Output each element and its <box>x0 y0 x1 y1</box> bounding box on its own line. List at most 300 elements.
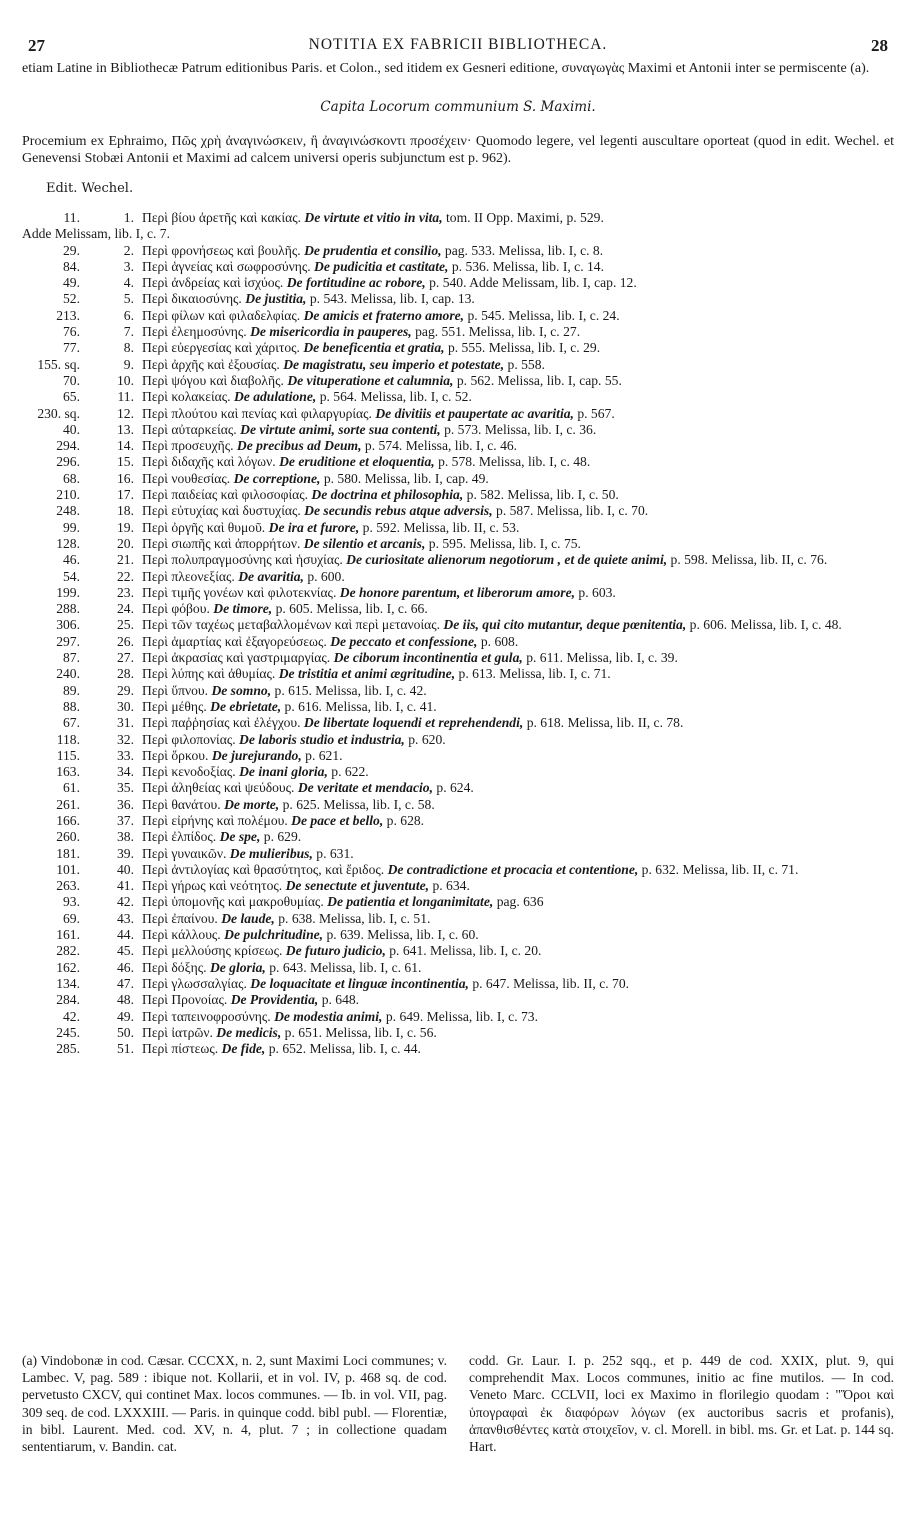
chapter-number: 32. <box>117 731 134 747</box>
chapter-text <box>142 454 894 470</box>
greek-title: Περὶ προσευχῆς. <box>142 438 234 454</box>
chapter-text <box>142 699 894 715</box>
wechel-reference: 11. <box>63 210 80 225</box>
chapter-entry <box>22 569 894 585</box>
latin-title: De justitia, <box>245 291 307 307</box>
latin-title: De honore parentum, et liberorum amore, <box>339 584 576 600</box>
wechel-reference: 65. <box>63 389 80 405</box>
latin-title: De magistratu, seu imperio et potestate, <box>283 356 505 372</box>
chapter-text <box>142 1041 894 1057</box>
page-reference: p. 611. Melissa, lib. I, c. 39. <box>526 650 678 666</box>
chapter-number: 28. <box>117 666 134 682</box>
chapter-entry <box>22 487 894 503</box>
greek-title: Περὶ σιωπῆς καὶ ἀπορρήτων. <box>142 535 301 551</box>
chapter-number: 10. <box>117 372 134 388</box>
chapter-number: 33. <box>117 747 134 763</box>
greek-title: Περὶ λύπης καὶ ἀθυμίας. <box>142 666 276 682</box>
latin-title: De adulatione, <box>233 389 317 405</box>
chapter-continuation: Adde Melissam, lib. I, c. 7. <box>22 226 170 242</box>
greek-title: Περὶ νουθεσίας. <box>142 470 231 486</box>
chapter-list <box>22 210 894 1057</box>
running-title: NOTITIA EX FABRICII BIBLIOTHECA. <box>308 36 608 53</box>
greek-title: Περὶ βίου ἀρετῆς καὶ κακίας. <box>142 210 302 225</box>
chapter-entry <box>22 699 894 715</box>
latin-title: De ira et furore, <box>268 519 360 535</box>
latin-title: De secundis rebus atque adversis, <box>304 503 493 519</box>
chapter-entry <box>22 617 894 633</box>
wechel-reference: 52. <box>63 291 80 307</box>
latin-title: De vituperatione et calumnia, <box>287 372 454 388</box>
chapter-entry <box>22 1009 894 1025</box>
page-reference: p. 649. Melissa, lib. I, c. 73. <box>385 1008 539 1024</box>
page-reference: p. 613. Melissa, lib. I, c. 71. <box>458 666 611 682</box>
wechel-reference: 70. <box>63 372 80 388</box>
chapter-entry <box>22 324 894 340</box>
chapter-text <box>142 291 894 307</box>
chapter-entry <box>22 552 894 568</box>
greek-title: Περὶ ἀντιλογίας καὶ θρασύτητος, καὶ ἔριδος. <box>142 861 385 877</box>
greek-title: Περὶ ἐλεημοσύνης. <box>142 324 247 340</box>
greek-title: Περὶ πλεονεξίας. <box>142 568 235 584</box>
latin-title: De silentio et arcanis, <box>303 535 426 551</box>
chapter-text <box>142 846 894 862</box>
page-reference: p. 647. Melissa, lib. II, c. 70. <box>472 975 630 991</box>
greek-title: Περὶ φιλοπονίας. <box>142 731 236 747</box>
chapter-number: 49. <box>117 1008 134 1024</box>
greek-title: Περὶ εὐτυχίας καὶ δυστυχίας. <box>142 503 301 519</box>
wechel-reference: 213. <box>56 307 80 323</box>
greek-title: Περὶ θανάτου. <box>142 796 221 812</box>
greek-title: Περὶ δόξης. <box>142 959 207 975</box>
page-reference: p. 595. Melissa, lib. I, c. 75. <box>428 535 581 551</box>
chapter-text <box>142 552 894 568</box>
chapter-text <box>142 259 894 275</box>
chapter-number: 30. <box>117 698 134 714</box>
page-reference: p. 564. Melissa, lib. I, c. 52. <box>319 389 472 405</box>
running-head <box>22 36 894 62</box>
wechel-reference: 260. <box>56 829 80 845</box>
chapter-text <box>142 243 894 259</box>
wechel-reference: 54. <box>63 568 80 584</box>
chapter-number: 50. <box>117 1024 134 1040</box>
chapter-number: 24. <box>117 601 134 617</box>
chapter-text <box>142 1009 894 1025</box>
chapter-number: 8. <box>123 340 134 356</box>
chapter-entry <box>22 585 894 601</box>
wechel-reference: 163. <box>56 764 80 780</box>
page-reference: p. 648. <box>321 992 360 1008</box>
wechel-reference: 297. <box>56 633 80 649</box>
page-reference: tom. II Opp. Maximi, p. 529. <box>446 210 604 225</box>
greek-title: Περὶ ὕπνου. <box>142 682 209 698</box>
chapter-text <box>142 503 894 519</box>
latin-title: De patientia et longanimitate, <box>327 894 494 910</box>
wechel-reference: 61. <box>63 780 80 796</box>
page-reference: p. 608. <box>480 633 519 649</box>
latin-title: De somno, <box>211 682 272 698</box>
page-reference: p. 643. Melissa, lib. I, c. 61. <box>269 959 422 975</box>
chapter-entry <box>22 422 894 438</box>
latin-title: De modestia animi, <box>274 1008 383 1024</box>
latin-title: De amicis et fraterno amore, <box>303 307 465 323</box>
chapter-text <box>142 373 894 389</box>
page-reference: p. 573. Melissa, lib. I, c. 36. <box>444 421 597 437</box>
chapter-entry <box>22 650 894 666</box>
wechel-reference: 282. <box>56 943 80 959</box>
chapter-entry <box>22 813 894 829</box>
chapter-entry <box>22 1041 894 1057</box>
wechel-reference: 99. <box>63 519 80 535</box>
latin-title: De fide, <box>221 1041 266 1057</box>
greek-title: Περὶ κάλλους. <box>142 927 221 943</box>
latin-title: De futuro judicio, <box>285 943 386 959</box>
chapter-entry <box>22 308 894 324</box>
wechel-reference: 29. <box>63 242 80 258</box>
page-reference: p. 545. Melissa, lib. I, c. 24. <box>467 307 620 323</box>
greek-title: Περὶ πίστεως. <box>142 1041 219 1057</box>
page-number-right: 28 <box>871 36 888 55</box>
page-reference: p. 540. Adde Melissam, lib. I, cap. 12. <box>429 275 637 291</box>
chapter-text <box>142 422 894 438</box>
wechel-reference: 161. <box>56 927 80 943</box>
page-reference: p. 628. <box>386 812 425 828</box>
greek-title: Περὶ παιδείας καὶ φιλοσοφίας. <box>142 487 309 503</box>
chapter-entry <box>22 438 894 454</box>
wechel-reference: 261. <box>56 796 80 812</box>
chapter-number: 31. <box>117 715 134 731</box>
wechel-reference: 89. <box>63 682 80 698</box>
chapter-text <box>142 878 894 894</box>
chapter-number: 35. <box>117 780 134 796</box>
latin-title: De tristitia et animi ægritudine, <box>278 666 456 682</box>
wechel-reference: 284. <box>56 992 80 1008</box>
wechel-reference: 155. sq. <box>37 356 80 372</box>
wechel-reference: 294. <box>56 438 80 454</box>
chapter-text <box>142 992 894 1008</box>
latin-title: De mulieribus, <box>229 845 313 861</box>
latin-title: De Providentia, <box>230 992 319 1008</box>
latin-title: De morte, <box>224 796 280 812</box>
latin-title: De ebrietate, <box>210 698 282 714</box>
chapter-entry <box>22 797 894 813</box>
chapter-number: 16. <box>117 470 134 486</box>
latin-title: De avaritia, <box>238 568 304 584</box>
chapter-entry <box>22 976 894 992</box>
chapter-number: 41. <box>117 878 134 894</box>
chapter-text <box>142 911 894 927</box>
page-reference: p. 558. <box>507 356 545 372</box>
page-reference: pag. 636 <box>496 894 544 910</box>
page-reference: p. 543. Melissa, lib. I, cap. 13. <box>309 291 475 307</box>
greek-title: Περὶ ἐπαίνου. <box>142 910 218 926</box>
chapter-number: 48. <box>117 992 134 1008</box>
page-reference: p. 606. Melissa, lib. I, c. 48. <box>689 617 842 633</box>
page-reference: p. 621. <box>305 747 343 763</box>
chapter-text <box>142 650 894 666</box>
chapter-number: 14. <box>117 438 134 454</box>
wechel-reference: 248. <box>56 503 80 519</box>
page-reference: p. 603. <box>578 584 616 600</box>
page-reference: p. 562. Melissa, lib. I, cap. 55. <box>456 372 622 388</box>
chapter-entry <box>22 960 894 976</box>
chapter-number: 46. <box>117 959 134 975</box>
page-reference: p. 555. Melissa, lib. I, c. 29. <box>447 340 601 356</box>
page-reference: pag. 533. Melissa, lib. I, c. 8. <box>444 242 604 258</box>
wechel-reference: 40. <box>63 421 80 437</box>
latin-title: De beneficentia et gratia, <box>303 340 445 356</box>
chapter-entry <box>22 992 894 1008</box>
chapter-entry <box>22 780 894 796</box>
greek-title: Περὶ εἰρήνης καὶ πολέμου. <box>142 812 288 828</box>
latin-title: De veritate et mendacio, <box>297 780 433 796</box>
chapter-text <box>142 438 894 454</box>
latin-title: De misericordia in pauperes, <box>250 324 412 340</box>
chapter-number: 5. <box>123 291 134 307</box>
wechel-reference: 77. <box>63 340 80 356</box>
wechel-reference: 93. <box>63 894 80 910</box>
greek-title: Περὶ μελλούσης κρίσεως. <box>142 943 283 959</box>
greek-title: Περὶ πλούτου καὶ πενίας καὶ φιλαργυρίας. <box>142 405 372 421</box>
latin-title: De medicis, <box>216 1024 282 1040</box>
page-reference: p. 622. <box>331 764 369 780</box>
wechel-reference: 285. <box>56 1041 80 1057</box>
greek-title: Περὶ ἀληθείας καὶ ψεύδους. <box>142 780 295 796</box>
chapter-entry <box>22 1025 894 1041</box>
chapter-text <box>142 487 894 503</box>
wechel-reference: 162. <box>56 959 80 975</box>
page-number-left: 27 <box>28 36 45 55</box>
latin-title: De curiositate alienorum negotiorum , et de quiete animi, <box>346 552 668 568</box>
greek-title: Περὶ αὐταρκείας. <box>142 421 237 437</box>
chapter-entry <box>22 340 894 356</box>
latin-title: De pace et bello, <box>291 812 384 828</box>
wechel-reference: 76. <box>63 324 80 340</box>
chapter-text <box>142 666 894 682</box>
latin-title: De spe, <box>219 829 261 845</box>
chapter-text <box>142 617 894 633</box>
page-reference: p. 616. Melissa, lib. I, c. 41. <box>284 698 437 714</box>
chapter-number: 29. <box>117 682 134 698</box>
page-reference: pag. 551. Melissa, lib. I, c. 27. <box>415 324 581 340</box>
chapter-text <box>142 357 894 373</box>
chapter-entry <box>22 243 894 259</box>
prooemium-paragraph: Procemium ex Ephraimo, Πῶς χρὴ ἀναγινώσκειν, ἢ ἀναγινώσκοντι προσέχειν· Quomodo legere, vel legenti auscultare oporteat (quod in edit. Wechel. et Genevensi Stobæi Antonii et Maximi ad calcem universi operis subjunctum est p. 962). <box>22 134 894 166</box>
greek-title: Περὶ πολυπραγμοσύνης καὶ ἡσυχίας. <box>142 552 343 568</box>
greek-title: Περὶ γήρως καὶ νεότητος. <box>142 878 283 894</box>
page-reference: p. 624. <box>436 780 474 796</box>
chapter-entry <box>22 634 894 650</box>
latin-title: De eruditione et eloquentia, <box>279 454 435 470</box>
latin-title: De gloria, <box>209 959 266 975</box>
chapter-entry <box>22 732 894 748</box>
greek-title: Περὶ ἐλπίδος. <box>142 829 217 845</box>
latin-title: De inani gloria, <box>239 764 328 780</box>
chapter-number: 13. <box>117 421 134 437</box>
chapter-number: 39. <box>117 845 134 861</box>
wechel-reference: 84. <box>63 258 80 274</box>
footnote-left: (a) Vindobonæ in cod. Cæsar. CCCXX, n. 2, sunt Maximi Loci communes; v. Lambec. V, pag. 589 : ibique not. Kollarii, et in vol. IV, p. 468 sq. de cod. pervetusto CXCV, qui continet Max. locos communes. — Ib. in vol. VII, pag. 309 seq. de cod. LXXXIII. — Paris. in quinque codd. bibl publ. — Florentiæ, in bibl. Laurent. Med. cod. XV, n. 4, plut. 7 ; in collectione quadam sententiarum, v. Bandin. cat. <box>22 1353 447 1455</box>
chapter-entry <box>22 764 894 780</box>
chapter-number: 15. <box>117 454 134 470</box>
section-caption: Capita Locorum communium S. Maximi. <box>320 99 596 115</box>
chapter-entry <box>22 715 894 731</box>
chapter-entry <box>22 406 894 422</box>
greek-title: Περὶ Προνοίας. <box>142 992 228 1008</box>
wechel-reference: 115. <box>56 747 80 763</box>
greek-title: Περὶ φρονήσεως καὶ βουλῆς. <box>142 242 301 258</box>
greek-title: Περὶ τιμῆς γονέων καὶ φιλοτεκνίας. <box>142 584 337 600</box>
chapter-number: 37. <box>117 812 134 828</box>
chapter-number: 9. <box>123 356 134 372</box>
chapter-entry <box>22 829 894 845</box>
chapter-number: 44. <box>117 927 134 943</box>
chapter-text <box>142 943 894 959</box>
chapter-entry <box>22 503 894 519</box>
page-reference: p. 639. Melissa, lib. I, c. 60. <box>326 927 479 943</box>
chapter-text <box>142 894 894 910</box>
chapter-entry <box>22 291 894 307</box>
wechel-reference: 210. <box>56 487 80 503</box>
edition-label: Edit. Wechel. <box>46 181 134 196</box>
chapter-text <box>142 797 894 813</box>
chapter-text <box>142 748 894 764</box>
greek-title: Περὶ παῤῥησίας καὶ ἐλέγχου. <box>142 715 301 731</box>
chapter-number: 25. <box>117 617 134 633</box>
page-reference: p. 605. Melissa, lib. I, c. 66. <box>275 601 428 617</box>
chapter-text <box>142 601 894 617</box>
latin-title: De pudicitia et castitate, <box>314 258 449 274</box>
wechel-reference: 230. sq. <box>37 405 80 421</box>
page-reference: p. 598. Melissa, lib. II, c. 76. <box>670 552 828 568</box>
chapter-entry <box>22 210 894 226</box>
latin-title: De iis, qui cito mutantur, deque pœnitentia, <box>443 617 687 633</box>
wechel-reference: 296. <box>56 454 80 470</box>
page-reference: p. 632. Melissa, lib. II, c. 71. <box>641 861 799 877</box>
chapter-entry <box>22 666 894 682</box>
chapter-number: 18. <box>117 503 134 519</box>
chapter-number: 40. <box>117 861 134 877</box>
chapter-number: 47. <box>117 975 134 991</box>
chapter-text <box>142 813 894 829</box>
chapter-text <box>142 829 894 845</box>
chapter-text <box>142 732 894 748</box>
chapter-entry <box>22 373 894 389</box>
latin-title: De laboris studio et industria, <box>239 731 405 747</box>
greek-title: Περὶ ἁγνείας καὶ σωφροσύνης. <box>142 258 311 274</box>
latin-title: De virtute animi, sorte sua contenti, <box>240 421 441 437</box>
latin-title: De contradictione et procacia et contentione, <box>387 861 639 877</box>
chapter-entry <box>22 748 894 764</box>
chapter-text <box>142 340 894 356</box>
chapter-number: 36. <box>117 796 134 812</box>
chapter-text <box>142 324 894 340</box>
latin-title: De libertate loquendi et reprehendendi, <box>303 715 524 731</box>
wechel-reference: 101. <box>56 861 80 877</box>
greek-title: Περὶ εὐεργεσίας καὶ χάριτος. <box>142 340 300 356</box>
latin-title: De correptione, <box>233 470 321 486</box>
chapter-number: 11. <box>117 389 134 405</box>
chapter-number: 27. <box>117 650 134 666</box>
latin-title: De precibus ad Deum, <box>236 438 362 454</box>
chapter-text <box>142 308 894 324</box>
chapter-number: 21. <box>117 552 134 568</box>
chapter-number: 19. <box>117 519 134 535</box>
chapter-number: 12. <box>117 405 134 421</box>
chapter-number: 38. <box>117 829 134 845</box>
page-reference: p. 634. <box>432 878 470 894</box>
chapter-text <box>142 275 894 291</box>
chapter-number: 26. <box>117 633 134 649</box>
chapter-text <box>142 927 894 943</box>
chapter-text <box>142 536 894 552</box>
greek-title: Περὶ ἁμαρτίας καὶ ἐξαγορεύσεως. <box>142 633 327 649</box>
chapter-entry <box>22 536 894 552</box>
page-reference: p. 620. <box>408 731 446 747</box>
chapter-number: 17. <box>117 487 134 503</box>
latin-title: De senectute et juventute, <box>285 878 430 894</box>
chapter-text <box>142 406 894 422</box>
chapter-text <box>142 764 894 780</box>
latin-title: De divitiis et paupertate ac avaritia, <box>375 405 574 421</box>
greek-title: Περὶ ταπεινοφροσύνης. <box>142 1008 271 1024</box>
chapter-text <box>142 471 894 487</box>
chapter-text <box>142 585 894 601</box>
footnote-right: codd. Gr. Laur. I. p. 252 sqq., et p. 449 de cod. XXIX, plut. 9, qui comprehendit Max. Locos communes, initio ac fine mutilos. — In cod. Veneto Marc. CCLVII, loci ex Maximo in florilegio quodam : "Ὅροι καὶ ὑπογραφαὶ ἐκ διαφόρων λόγων (ex auctoribus sacris et profanis), ἀπανθισθέντες κατὰ στοιχεῖον, v. cl. Morell. in bibl. ms. Gr. et Lat. p. 144 sq. Hart. <box>469 1353 894 1455</box>
page-reference: p. 625. Melissa, lib. I, c. 58. <box>282 796 435 812</box>
chapter-entry <box>22 357 894 373</box>
chapter-number: 34. <box>117 764 134 780</box>
chapter-entry <box>22 259 894 275</box>
chapter-text <box>142 960 894 976</box>
footnotes <box>22 1352 894 1455</box>
wechel-reference: 134. <box>56 975 80 991</box>
wechel-reference: 166. <box>56 812 80 828</box>
chapter-entry <box>22 894 894 910</box>
chapter-entry <box>22 389 894 405</box>
chapter-text <box>142 520 894 536</box>
wechel-reference: 69. <box>63 910 80 926</box>
page <box>22 36 894 1455</box>
chapter-number: 7. <box>123 324 134 340</box>
chapter-number: 1. <box>123 210 134 225</box>
wechel-reference: 245. <box>56 1024 80 1040</box>
wechel-reference: 306. <box>56 617 80 633</box>
chapter-text <box>142 862 894 878</box>
chapter-text <box>142 210 894 226</box>
wechel-reference: 88. <box>63 698 80 714</box>
wechel-reference: 68. <box>63 470 80 486</box>
wechel-reference: 240. <box>56 666 80 682</box>
page-reference: p. 638. Melissa, lib. I, c. 51. <box>278 910 431 926</box>
chapter-entry <box>22 520 894 536</box>
chapter-entry <box>22 846 894 862</box>
wechel-reference: 263. <box>56 878 80 894</box>
greek-title: Περὶ δικαιοσύνης. <box>142 291 242 307</box>
latin-title: De peccato et confessione, <box>330 633 478 649</box>
latin-title: De pulchritudine, <box>224 927 324 943</box>
chapter-entry <box>22 683 894 699</box>
chapter-entry <box>22 927 894 943</box>
chapter-number: 20. <box>117 535 134 551</box>
chapter-text <box>142 389 894 405</box>
chapter-entry <box>22 878 894 894</box>
chapter-number: 4. <box>123 275 134 291</box>
page-reference: p. 652. Melissa, lib. I, c. 44. <box>268 1041 421 1057</box>
chapter-number: 45. <box>117 943 134 959</box>
intro-paragraph: etiam Latine in Bibliothecæ Patrum editionibus Paris. et Colon., sed itidem ex Gesneri editione, συναγωγὰς Maximi et Antonii inter se permiscente (a). <box>22 61 870 76</box>
page-reference: p. 641. Melissa, lib. I, c. 20. <box>389 943 542 959</box>
greek-title: Περὶ κολακείας. <box>142 389 231 405</box>
